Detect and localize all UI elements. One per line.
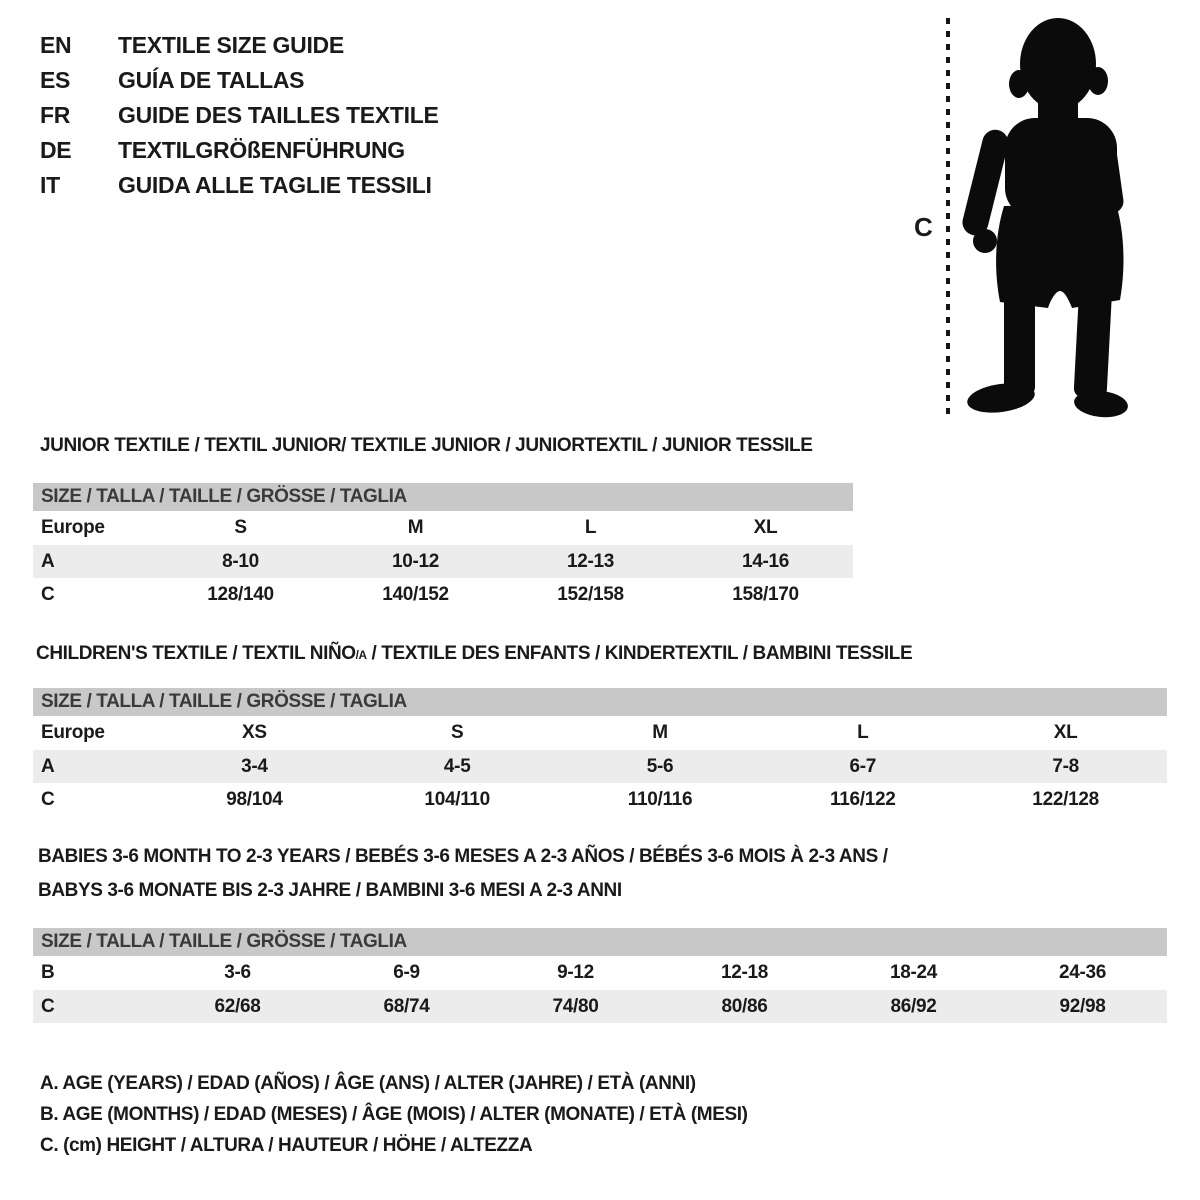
children-title-sub: /A — [355, 649, 367, 662]
table-cell: 62/68 — [214, 995, 261, 1017]
babies-section-title-line1: BABIES 3-6 MONTH TO 2-3 YEARS / BEBÉS 3-6 MESES A 2-3 AÑOS / BÉBÉS 3-6 MOIS À 2-3 ANS / — [38, 846, 888, 867]
lang-code: DE — [40, 137, 72, 163]
table-cell: 3-4 — [241, 755, 268, 777]
table-cell: 140/152 — [382, 583, 449, 605]
babies-size-table — [33, 928, 1167, 1023]
row-label: C — [41, 583, 55, 605]
table-row — [33, 716, 1167, 750]
table-cell: 7-8 — [1052, 755, 1079, 777]
row-label: A — [41, 755, 55, 777]
babies-section-title-line2: BABYS 3-6 MONATE BIS 2-3 JAHRE / BAMBINI 3-6 MESI A 2-3 ANNI — [38, 880, 622, 901]
table-cell: 116/122 — [830, 788, 896, 810]
table-cell: 92/98 — [1059, 995, 1106, 1017]
table-cell: 110/116 — [627, 788, 693, 810]
table-cell: 8-10 — [222, 550, 259, 572]
table-cell: 98/104 — [226, 788, 283, 810]
table-row — [33, 783, 1167, 816]
junior-table-header: SIZE / TALLA / TAILLE / GRÖSSE / TAGLIA — [33, 483, 853, 511]
lang-label: GUIDA ALLE TAGLIE TESSILI — [118, 172, 432, 198]
table-row — [33, 545, 853, 578]
lang-row-es — [40, 63, 439, 98]
table-cell: M — [407, 517, 424, 538]
table-row — [33, 750, 1167, 783]
legend-line-a: A. AGE (YEARS) / EDAD (AÑOS) / ÂGE (ANS) / ALTER (JAHRE) / ETÀ (ANNI) — [40, 1073, 696, 1094]
row-label: Europe — [41, 722, 105, 743]
table-cell: 104/110 — [424, 788, 490, 810]
babies-table-header: SIZE / TALLA / TAILLE / GRÖSSE / TAGLIA — [33, 928, 1167, 956]
table-cell: 152/158 — [557, 583, 624, 605]
row-label: Europe — [41, 517, 105, 538]
lang-code: EN — [40, 32, 72, 58]
lang-row-en — [40, 28, 439, 63]
language-header — [40, 28, 439, 203]
table-cell: 122/128 — [1032, 788, 1099, 810]
table-cell: 68/74 — [383, 995, 430, 1017]
table-cell: L — [857, 722, 869, 743]
table-cell: XL — [753, 517, 778, 538]
children-title-pre: CHILDREN'S TEXTILE / TEXTIL NIÑO — [36, 643, 356, 664]
lang-row-de — [40, 133, 439, 168]
table-cell: 80/86 — [721, 995, 768, 1017]
children-table-header: SIZE / TALLA / TAILLE / GRÖSSE / TAGLIA — [33, 688, 1167, 716]
lang-code: IT — [40, 172, 60, 198]
table-cell: S — [234, 517, 247, 538]
table-cell: 4-5 — [443, 755, 471, 777]
legend-line-b: B. AGE (MONTHS) / EDAD (MESES) / ÂGE (MOIS) / ALTER (MONATE) / ETÀ (MESI) — [40, 1104, 748, 1125]
lang-code: FR — [40, 102, 71, 128]
table-cell: 74/80 — [552, 995, 599, 1017]
children-title-post: / TEXTILE DES ENFANTS / KINDERTEXTIL / BAMBINI TESSILE — [366, 643, 913, 664]
table-cell: 18-24 — [889, 962, 938, 983]
height-measure-label: C — [914, 212, 933, 242]
table-cell: XS — [242, 722, 267, 743]
row-label: B — [41, 962, 55, 983]
row-label: A — [41, 550, 55, 572]
table-cell: 10-12 — [391, 550, 440, 572]
lang-label: TEXTILGRÖßENFÜHRUNG — [118, 137, 405, 163]
row-label: C — [41, 788, 55, 810]
table-cell: 128/140 — [207, 583, 274, 605]
row-label: C — [41, 995, 55, 1017]
legend-line-c: C. (cm) HEIGHT / ALTURA / HAUTEUR / HÖHE / ALTEZZA — [40, 1135, 533, 1156]
lang-code: ES — [40, 67, 71, 93]
table-cell: 86/92 — [890, 995, 937, 1017]
table-cell: 24-36 — [1058, 962, 1107, 983]
lang-label: TEXTILE SIZE GUIDE — [118, 32, 344, 58]
baby-silhouette-icon — [960, 14, 1138, 418]
table-row — [33, 578, 853, 611]
table-cell: 158/170 — [732, 583, 799, 605]
table-cell: M — [652, 722, 668, 743]
table-cell: 6-9 — [393, 962, 420, 983]
table-row — [33, 511, 853, 545]
table-cell: 12-13 — [566, 550, 615, 572]
table-cell: 9-12 — [557, 962, 594, 983]
children-size-table — [33, 688, 1167, 816]
table-cell: 6-7 — [849, 755, 877, 777]
table-cell: L — [584, 517, 597, 538]
lang-label: GUIDE DES TAILLES TEXTILE — [118, 102, 439, 128]
table-row — [33, 956, 1167, 990]
junior-size-table — [33, 483, 853, 611]
children-section-title — [36, 643, 912, 665]
lang-row-it — [40, 168, 439, 203]
table-cell: 12-18 — [720, 962, 769, 983]
table-row — [33, 990, 1167, 1023]
table-cell: S — [451, 722, 464, 743]
lang-row-fr — [40, 98, 439, 133]
height-measure-dotted-line — [946, 18, 950, 416]
junior-section-title: JUNIOR TEXTILE / TEXTIL JUNIOR/ TEXTILE JUNIOR / JUNIORTEXTIL / JUNIOR TESSILE — [40, 435, 813, 456]
lang-label: GUÍA DE TALLAS — [118, 67, 305, 93]
table-cell: 3-6 — [224, 962, 251, 983]
table-cell: 5-6 — [646, 755, 674, 777]
table-cell: XL — [1053, 722, 1078, 743]
table-cell: 14-16 — [741, 550, 790, 572]
